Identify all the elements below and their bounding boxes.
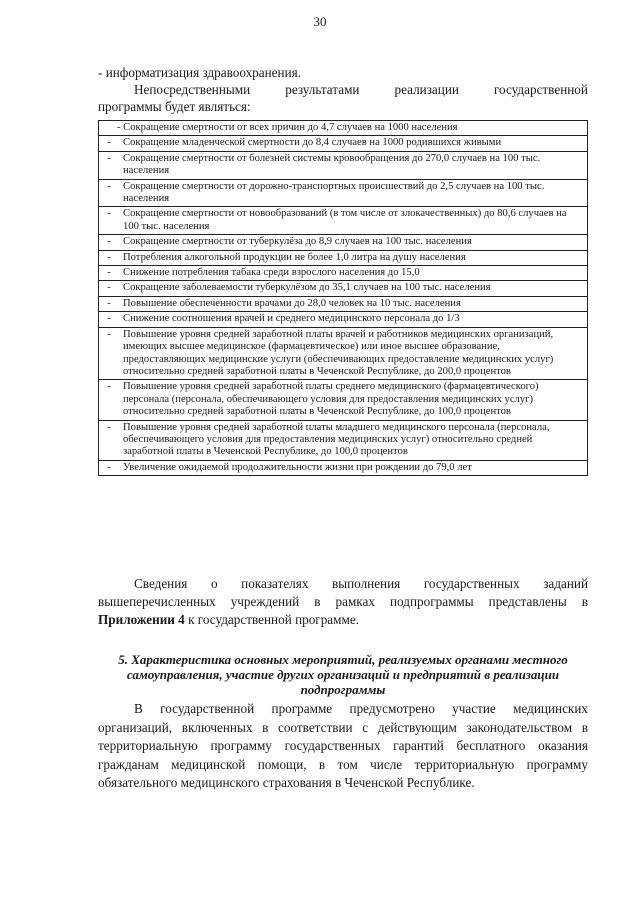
dash-marker: - xyxy=(99,380,120,420)
table-row xyxy=(99,327,588,380)
intro-block xyxy=(98,64,588,115)
dash-marker: - xyxy=(99,296,120,311)
table-cell: Повышение уровня средней заработной платы врачей и работников медицинских организаций, имеющих высшее медицинское (фармацевтическое) или иное высшее образование, предоставляющих медицинские услуги (обеспечивающих предоставление медицинских услуг) относительно средней заработной платы в Чеченской Республике, до 200,0 процентов xyxy=(119,327,588,380)
dash-marker: - xyxy=(99,460,120,475)
page-number: 30 xyxy=(313,14,327,29)
intro-line-2 xyxy=(98,81,588,98)
table-row xyxy=(99,179,588,207)
table-cell: Снижение соотношения врачей и среднего медицинского персонала до 1/3 xyxy=(119,312,588,327)
table-cell: Сокращение заболеваемости туберкулёзом до 35,1 случаев на 100 тыс. населения xyxy=(119,281,588,296)
table-row xyxy=(99,121,588,136)
table-row xyxy=(99,235,588,250)
dash-marker: - xyxy=(99,235,120,250)
table-cell: Сокращение смертности от туберкулёза до 8,9 случаев на 100 тыс. населения xyxy=(119,235,588,250)
table-row xyxy=(99,250,588,265)
intro-word: реализации xyxy=(394,82,459,97)
table-cell: Сокращение младенческой смертности до 8,4 случаев на 1000 родившихся живыми xyxy=(119,136,588,151)
table-cell: Сокращение смертности от дорожно-транспортных происшествий до 2,5 случаев на 100 тыс. населения xyxy=(119,179,588,207)
intro-word: результатами xyxy=(285,82,360,97)
dash-marker: - xyxy=(99,266,120,281)
table-cell: Сокращение смертности от болезней системы кровообращения до 270,0 случаев на 100 тыс. населения xyxy=(119,151,588,179)
dash-marker: - xyxy=(99,250,120,265)
table-cell: Повышение обеспеченности врачами до 28,0 человек на 10 тыс. населения xyxy=(119,296,588,311)
table-cell: Увеличение ожидаемой продолжительности жизни при рождении до 79,0 лет xyxy=(119,460,588,475)
section-paragraph: В государственной программе предусмотрено участие медицинских организаций, включенных в соответствии с действующим законодательством в территориальную программу государственных гарантий бесплатного оказания гражданам медицинской помощи, в том числе территориальную программу обязательного медицинского страхования в Чеченской Республике. xyxy=(98,701,588,790)
appendix-reference: Приложении 4 xyxy=(98,612,185,627)
table-cell: Сокращение смертности от новообразований (в том числе от злокачественных) до 80,6 случаев на 100 тыс. населения xyxy=(119,207,588,235)
dash-marker: - xyxy=(99,136,120,151)
dash-marker: - xyxy=(99,420,120,460)
dash-marker: - xyxy=(99,281,120,296)
intro-word: Непосредственными xyxy=(134,82,251,97)
table-row xyxy=(99,207,588,235)
dash-marker: - xyxy=(99,151,120,179)
table-row xyxy=(99,136,588,151)
dash-marker: - xyxy=(99,327,120,380)
table-row xyxy=(99,380,588,420)
results-table xyxy=(98,120,588,476)
intro-word: государственной xyxy=(493,82,588,97)
table-row xyxy=(99,281,588,296)
table-row xyxy=(99,312,588,327)
dash-marker: - xyxy=(99,179,120,207)
dash-marker: - xyxy=(99,312,120,327)
table-cell: Повышение уровня средней заработной платы среднего медицинского (фармацевтического) персонала (персонала, обеспечивающего условия для предоставления медицинских услуг) относительно средней заработной платы в Чеченской Республике, до 100,0 процентов xyxy=(119,380,588,420)
intro-line-1: - информатизация здравоохранения. xyxy=(98,65,302,80)
table-row xyxy=(99,266,588,281)
table-cell: - Сокращение смертности от всех причин до 4,7 случаев на 1000 населения xyxy=(99,121,588,136)
table-cell: Потребления алкогольной продукции не более 1,0 литра на душу населения xyxy=(119,250,588,265)
table-cell: Снижение потребления табака среди взрослого населения до 15,0 xyxy=(119,266,588,281)
dash-marker: - xyxy=(99,207,120,235)
table-cell: Повышение уровня средней заработной платы младшего медицинского персонала (персонала, обеспечивающего условия для предоставления медицинских услуг) относительно средней заработной платы в Чеченской Республике, до 100,0 процентов xyxy=(119,420,588,460)
intro-line-3: программы будет являться: xyxy=(98,99,251,114)
para-text: Сведения о показателях выполнения государственных заданий вышеперечисленных учреждений в рамках подпрограммы представлены в xyxy=(98,576,588,609)
section-heading: 5. Характеристика основных мероприятий, реализуемых органами местного самоуправления, участие других организаций и предприятий в реализации подпрограммы xyxy=(118,652,568,697)
para-tail: к государственной программе. xyxy=(184,612,360,627)
table-row xyxy=(99,151,588,179)
table-row xyxy=(99,420,588,460)
table-row xyxy=(99,296,588,311)
table-row xyxy=(99,460,588,475)
appendix-paragraph xyxy=(98,575,588,629)
